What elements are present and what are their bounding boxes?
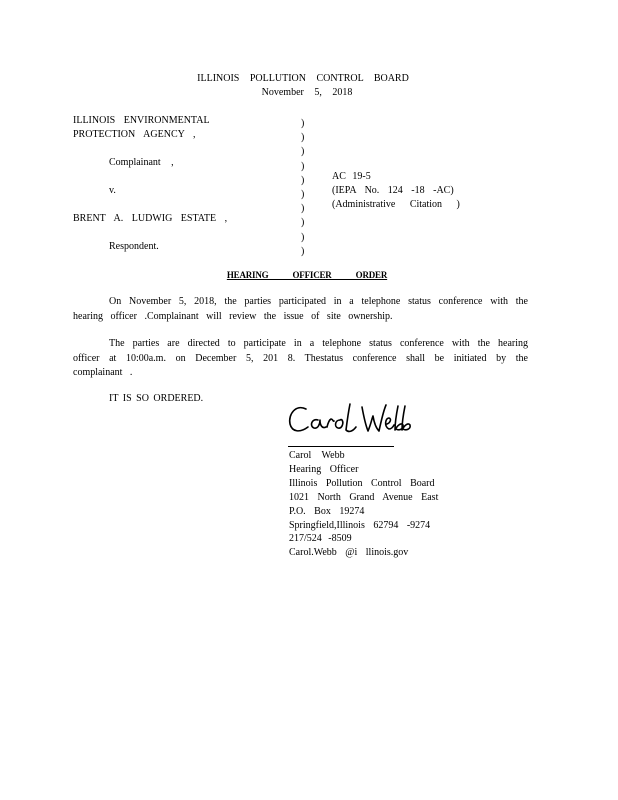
complainant-name-line1: ILLINOIS ENVIRONMENTAL [73,115,210,126]
signer-street-address: 1021 North Grand Avenue East [289,491,439,503]
caption-paren: ) [301,132,305,144]
signer-title: Hearing Officer [289,463,359,475]
caption-paren: ) [301,118,305,129]
signer-phone: 217/524 -8509 [289,533,352,545]
signer-city: Springfield,Illinois 62794 -9274 [289,519,431,531]
caption-paren: ) [301,203,305,215]
signer-email: Carol.Webb @i llinois.gov [289,547,409,559]
caption-paren: ) [301,160,305,172]
signer-name: Carol Webb [289,450,345,461]
versus: v. [109,185,116,196]
signature-line [288,446,394,447]
board-name: ILLINOIS POLLUTION CONTROL BOARD [197,73,409,84]
signer-po-box: P.O. Box 19274 [289,505,365,517]
order-heading: HEARING OFFICER ORDER [226,270,388,280]
iepa-number: (IEPA No. 124 -18 -AC) [332,185,454,196]
signature-block [289,449,438,560]
case-number: AC 19-5 [332,171,371,182]
caption-paren: ) [301,188,305,200]
caption-paren: ) [301,174,305,186]
paragraph-status-conference-text: On November 5, 2018, the parties participated in a telephone status conference with the hearing officer .Complainant will review the issue of site ownership. [73,296,528,322]
caption-paren: ) [301,217,305,229]
signer-organization: Illinois Pollution Control Board [289,477,435,489]
complainant-name-line2: PROTECTION AGENCY , [73,129,196,140]
complainant-role: Complainant , [109,157,174,168]
order-date: November 5, 2018 [261,87,353,98]
respondent-role: Respondent. [109,241,159,252]
closing-statement: IT IS SO ORDERED. [109,393,204,404]
handwritten-signature [284,400,414,444]
respondent-name: BRENT A. LUDWIG ESTATE , [73,213,228,224]
case-type: (Administrative Citation ) [332,199,460,210]
caption-paren: ) [301,146,305,158]
paragraph-next-conference [73,337,528,381]
caption-paren: ) [301,245,305,257]
caption-paren: ) [301,231,305,243]
caption-parenthesis-column [301,117,311,259]
paragraph-next-conference-text: The parties are directed to participate in a telephone status conference with the hearing officer at 10:00a.m. on December 5, 201 8. Thestatus conference shall be initiated by the complainant . [73,338,528,378]
paragraph-status-conference [73,295,528,324]
